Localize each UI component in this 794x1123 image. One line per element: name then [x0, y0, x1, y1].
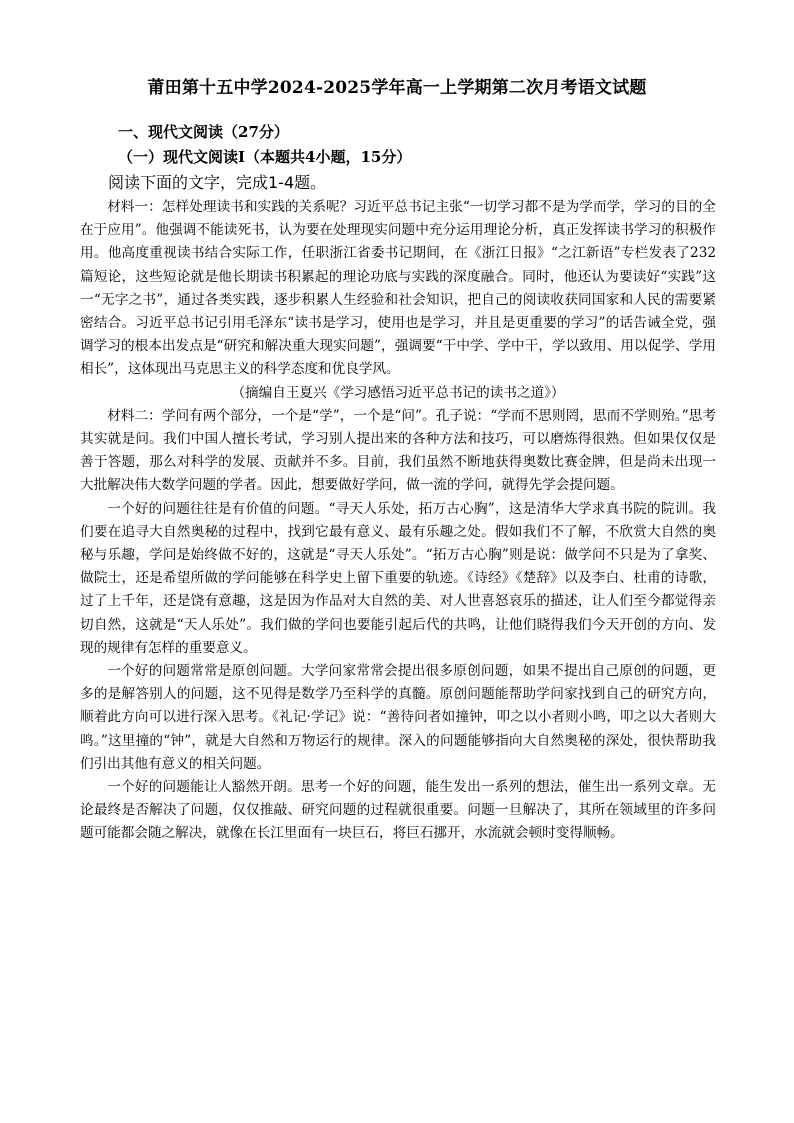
- subsection-heading: （一）现代文阅读Ⅰ（本题共4小题，15分）: [118, 148, 412, 166]
- passage-body: [80, 196, 716, 846]
- body-paragraph: 一个好的问题常常是原创问题。大学问家常常会提出很多原创问题，如果不提出自己原创的问题，更多的是解答别人的问题，这不见得是数学乃至科学的真髓。原创问题能帮助学问家找到自己的研究方向，顺着此方向可以进行深入思考。《礼记·学记》说：“善待问者如撞钟，叩之以小者则小鸣，叩之以大者则大鸣。”这里撞的“钟”，就是大自然和万物运行的规律。深入的问题能够指向大自然奥秘的深处，很快帮助我们引出其他有意义的相关问题。: [80, 663, 716, 772]
- section-heading: 一、现代文阅读（27分）: [118, 123, 289, 141]
- source-citation: （摘编自王夏兴《学习感悟习近平总书记的读书之道》）: [231, 384, 565, 401]
- body-paragraph: 一个好的问题能让人豁然开朗。思考一个好的问题，能生发出一系列的想法，催生出一系列文章。无论最终是否解决了问题，仅仅推敲、研究问题的过程就很重要。问题一旦解决了，其所在领域里的许多问题可能都会随之解决，就像在长江里面有一块巨石，将巨石挪开，水流就会顿时变得顺畅。: [80, 779, 716, 842]
- reading-instruction: 阅读下面的文字，完成1-4题。: [108, 173, 327, 192]
- exam-title: 莆田第十五中学2024-2025学年高一上学期第二次月考语文试题: [147, 78, 647, 98]
- material-two-paragraph: 材料二：学问有两个部分，一个是“学”，一个是“问”。孔子说：“学而不思则罔，思而不学则殆。”思考其实就是问。我们中国人擅长考试，学习别人提出来的各种方法和技巧，可以磨炼得很熟。但如果仅仅是善于答题，那么对科学的发展、贡献并不多。目前，我们虽然不断地获得奥数比赛金牌，但是尚未出现一大批解决伟大数学问题的学者。因此，想要做好学问，做一流的学问，就得先学会提问题。: [80, 407, 716, 494]
- body-paragraph: 一个好的问题往往是有价值的问题。“寻天人乐处，拓万古心胸”，这是清华大学求真书院的院训。我们要在追寻大自然奥秘的过程中，找到它最有意义、最有乐趣之处。假如我们不了解，不欣赏大自然的奥秘与乐趣，学问是始终做不好的，这就是“寻天人乐处”。“拓万古心胸”则是说：做学问不只是为了拿奖、做院士，还是希望所做的学问能够在科学史上留下重要的轨迹。《诗经》《楚辞》以及李白、杜甫的诗歌，过了上千年，还是饶有意趣，这是因为作品对大自然的美、对人世喜怒哀乐的描述，让人们至今都觉得亲切自然，这就是“天人乐处”。我们做的学问也要能引起后代的共鸣，让他们晓得我们今天开创的方向、发现的规律有怎样的重要意义。: [80, 500, 716, 656]
- material-one-paragraph: 材料一：怎样处理读书和实践的关系呢？习近平总书记主张“一切学习都不是为学而学，学习的目的全在于应用”。他强调不能读死书，认为要在处理现实问题中充分运用理论分析，真正发挥读书学习的积极作用。他高度重视读书结合实际工作，任职浙江省委书记期间，在《浙江日报》“之江新语”专栏发表了232篇短论，这些短论就是他长期读书积累起的理论功底与实践的深度融合。同时，他还认为要读好“实践”这一“无字之书”，通过各类实践，逐步积累人生经验和社会知识，把自己的阅读收获同国家和人民的需要紧密结合。习近平总书记引用毛泽东“读书是学习，使用也是学习，并且是更重要的学习”的话告诫全党，强调学习的根本出发点是“研究和解决重大现实问题”，强调要“干中学、学中干，学以致用、用以促学、学用相长”，这体现出马克思主义的科学态度和优良学风。: [80, 199, 716, 378]
